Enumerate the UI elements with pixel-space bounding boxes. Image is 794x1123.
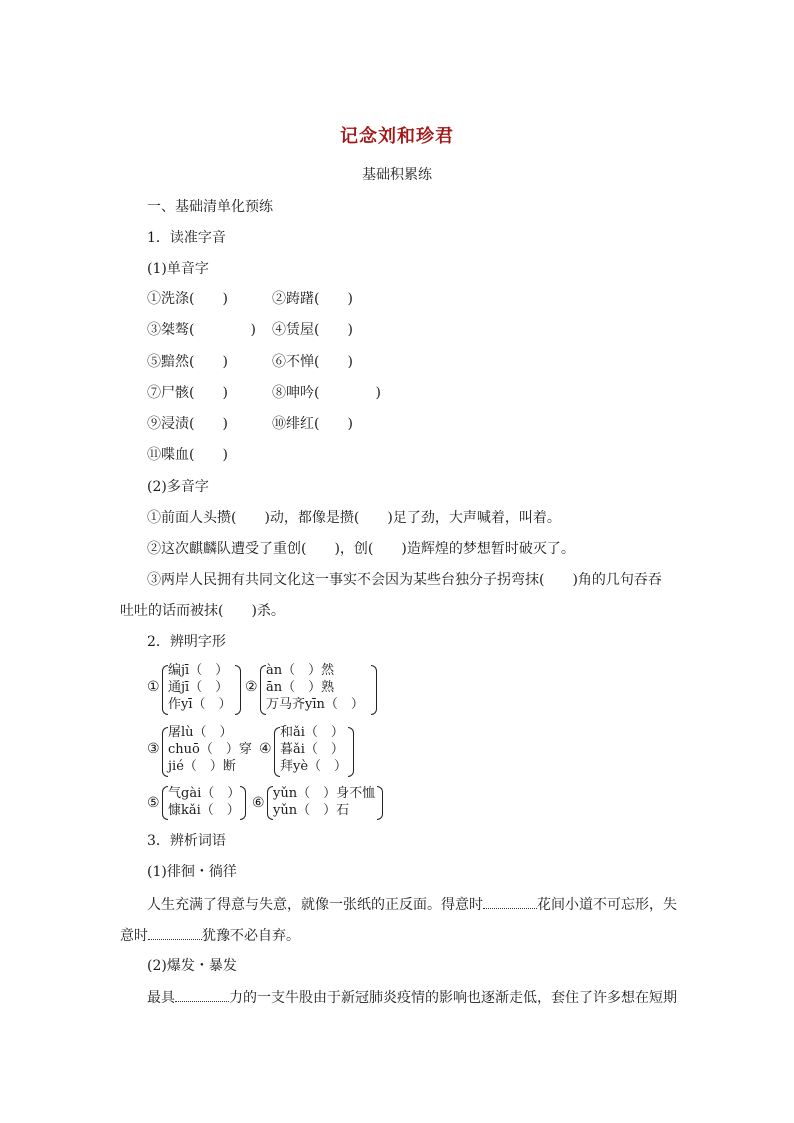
glyph-line: jié（ ）断	[168, 759, 236, 774]
question-2-heading: 2．辨明字形	[147, 634, 226, 650]
pronunciation-item: ⑤黯然( )	[147, 354, 228, 370]
section-heading: 一、基础清单化预练	[147, 199, 273, 215]
group-number: ①	[147, 679, 160, 695]
pronunciation-item: ⑧呻吟( )	[272, 385, 381, 401]
polyphonic-sentence: ③两岸人民拥有共同文化这一事实不会因为某些台独分子拐弯抹( )角的几句吞吞	[147, 572, 662, 588]
glyph-line: yǔn（ ）身不恤	[273, 786, 376, 801]
sentence-text: 犹豫不必自弃。	[202, 928, 300, 944]
group-number: ②	[245, 679, 258, 695]
polyphonic-sentence: ②这次麒麟队遭受了重创( )，创( )造辉煌的梦想暂时破灭了。	[147, 541, 575, 557]
pronunciation-item: ①洗涤( )	[147, 291, 228, 307]
polyphonic-sentence: ①前面人头攒( )动，都像是攒( )足了劲，大声喊着，叫着。	[147, 510, 561, 526]
pronunciation-item: ⑩绯红( )	[272, 416, 353, 432]
glyph-line: 气gài（ ）	[168, 786, 241, 801]
glyph-line: 拜yè（ ）	[280, 759, 348, 774]
glyph-line: ān（ ）熟	[266, 680, 335, 695]
word-choice-sentence	[147, 894, 677, 915]
group-number: ⑥	[252, 795, 265, 811]
question-1-heading: 1．读准字音	[147, 230, 226, 246]
glyph-line: àn（ ）然	[266, 663, 335, 678]
pronunciation-item: ⑨浸渍( )	[147, 416, 228, 432]
glyph-line: chuō（ ）穿	[168, 742, 252, 757]
right-brace	[235, 665, 241, 715]
glyph-line: 慷kǎi（ ）	[168, 803, 240, 818]
group-number: ⑤	[147, 795, 160, 811]
sentence-text: 力的一支牛股由于新冠肺炎疫情的影响也逐渐走低，套住了许多想在短期	[229, 990, 677, 1006]
sentence-text: 意时	[120, 928, 148, 944]
subheading-single-pronunciation: (1)单音字	[147, 261, 209, 277]
right-brace	[240, 786, 246, 820]
right-brace	[371, 665, 377, 715]
pronunciation-item: ⑥不惮( )	[272, 354, 353, 370]
group-number: ③	[147, 741, 160, 757]
word-choice-sentence	[147, 987, 677, 1008]
page-title: 记念刘和珍君	[340, 126, 454, 147]
glyph-line: 万马齐yīn（ ）	[266, 697, 364, 712]
question-3-heading: 3．辨析词语	[147, 833, 226, 849]
pronunciation-item: ②踌躇( )	[272, 291, 353, 307]
glyph-line: 作yī（ ）	[168, 697, 232, 712]
glyph-line: 暮ǎi（ ）	[280, 742, 344, 757]
group-number: ④	[259, 741, 272, 757]
sentence-text: 人生充满了得意与失意，就像一张纸的正反面。得意时	[147, 897, 483, 913]
subheading-polyphonic: (2)多音字	[147, 479, 209, 495]
right-brace	[377, 786, 383, 820]
glyph-line: 编jī（ ）	[168, 663, 229, 678]
glyph-line: 通jī（ ）	[168, 680, 229, 695]
subheading-word-pair-2: (2)爆发・暴发	[147, 958, 237, 974]
fill-in-blank[interactable]	[175, 987, 229, 1002]
polyphonic-sentence-continued: 吐吐的话而被抹( )杀。	[120, 603, 285, 619]
pronunciation-item: ③桀骜( )	[147, 322, 256, 338]
pronunciation-item: ⑪喋血( )	[147, 447, 228, 463]
sentence-text: 花间小道不可忘形，失	[537, 897, 677, 913]
word-choice-sentence-continued	[120, 925, 300, 946]
right-brace	[348, 727, 354, 777]
subheading-word-pair-1: (1)徘徊・徜徉	[147, 864, 237, 880]
fill-in-blank[interactable]	[483, 894, 537, 909]
pronunciation-item: ④赁屋( )	[272, 322, 353, 338]
fill-in-blank[interactable]	[148, 925, 202, 940]
section-subtitle: 基础积累练	[362, 167, 432, 183]
glyph-line: 和ǎi（ ）	[280, 725, 344, 740]
glyph-line: yǔn（ ）石	[273, 803, 350, 818]
glyph-line: 屠lù（ ）	[168, 725, 233, 740]
sentence-text: 最具	[147, 990, 175, 1006]
pronunciation-item: ⑦尸骸( )	[147, 385, 228, 401]
